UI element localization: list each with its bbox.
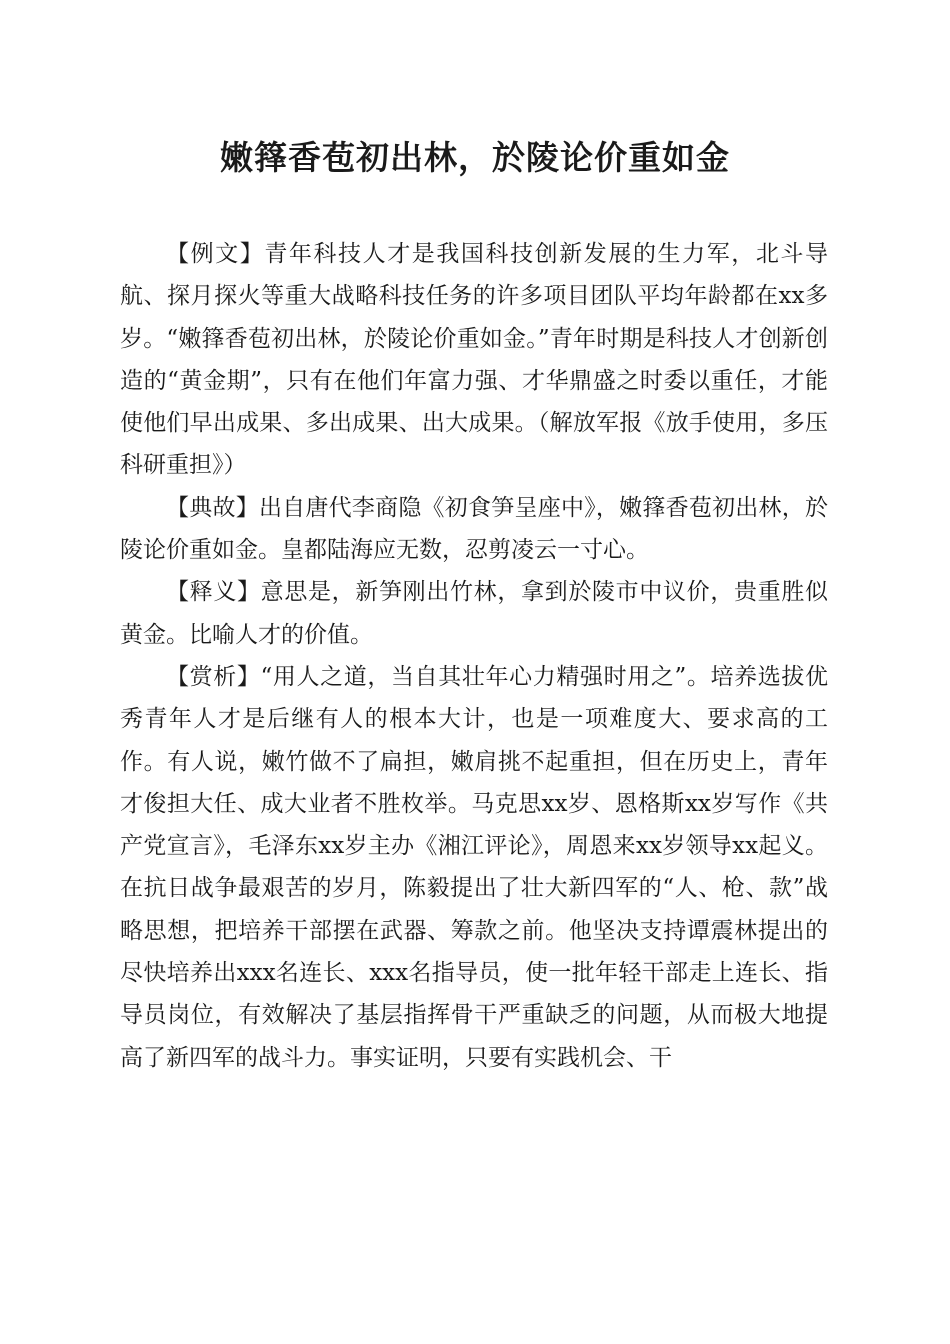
- paragraph-text: “用人之道，当自其壮年心力精强时用之”。培养选拔优秀青年人才是后继有人的根本大计，也是一项难度大、要求高的工作。有人说，嫩竹做不了扁担，嫩肩挑不起重担，但在历史上，青年才俊担大任、成大业者不胜枚举。马克思xx岁、恩格斯xx岁写作《共产党宣言》，毛泽东xx岁主办《湘江评论》，周恩来xx岁领导xx起义。在抗日战争最艰苦的岁月，陈毅提出了壮大新四军的“人、枪、款”战略思想，把培养干部摆在武器、筹款之前。他坚决支持谭震林提出的尽快培养出xxx名连长、xxx名指导员，使一批年轻干部走上连长、指导员岗位，有效解决了基层指挥骨干严重缺乏的问题，从而极大地提高了新四军的战斗力。事实证明，只要有实践机会、干: [120, 663, 828, 1071]
- paragraph-text: 青年科技人才是我国科技创新发展的生力军，北斗导航、探月探火等重大战略科技任务的许多项目团队平均年龄都在xx多岁。“嫩箨香苞初出林，於陵论价重如金。”青年时期是科技人才创新创造的“黄金期”，只有在他们年富力强、才华鼎盛之时委以重任，才能使他们早出成果、多出成果、出大成果。（解放军报《放手使用，多压科研重担》）: [120, 241, 829, 479]
- paragraph-tag: 【释义】: [166, 579, 261, 606]
- paragraph-tag: 【例文】: [166, 241, 265, 267]
- document-body: [120, 233, 828, 1079]
- paragraph-text: 意思是，新笋刚出竹林，拿到於陵市中议价，贵重胜似黄金。比喻人才的价值。: [120, 579, 829, 648]
- paragraph-example: [120, 233, 828, 487]
- paragraph-tag: 【典故】: [166, 494, 259, 521]
- paragraph-appreciation: [120, 656, 828, 1079]
- paragraph-text: 出自唐代李商隐《初食笋呈座中》，嫩箨香苞初出林，於陵论价重如金。皇都陆海应无数，忍剪凌云一寸心。: [120, 494, 829, 564]
- document-title: 嫩箨香苞初出林，於陵论价重如金: [220, 138, 730, 177]
- paragraph-tag: 【赏析】: [166, 663, 261, 690]
- paragraph-interpretation: [120, 571, 828, 656]
- paragraph-allusion: [120, 487, 828, 572]
